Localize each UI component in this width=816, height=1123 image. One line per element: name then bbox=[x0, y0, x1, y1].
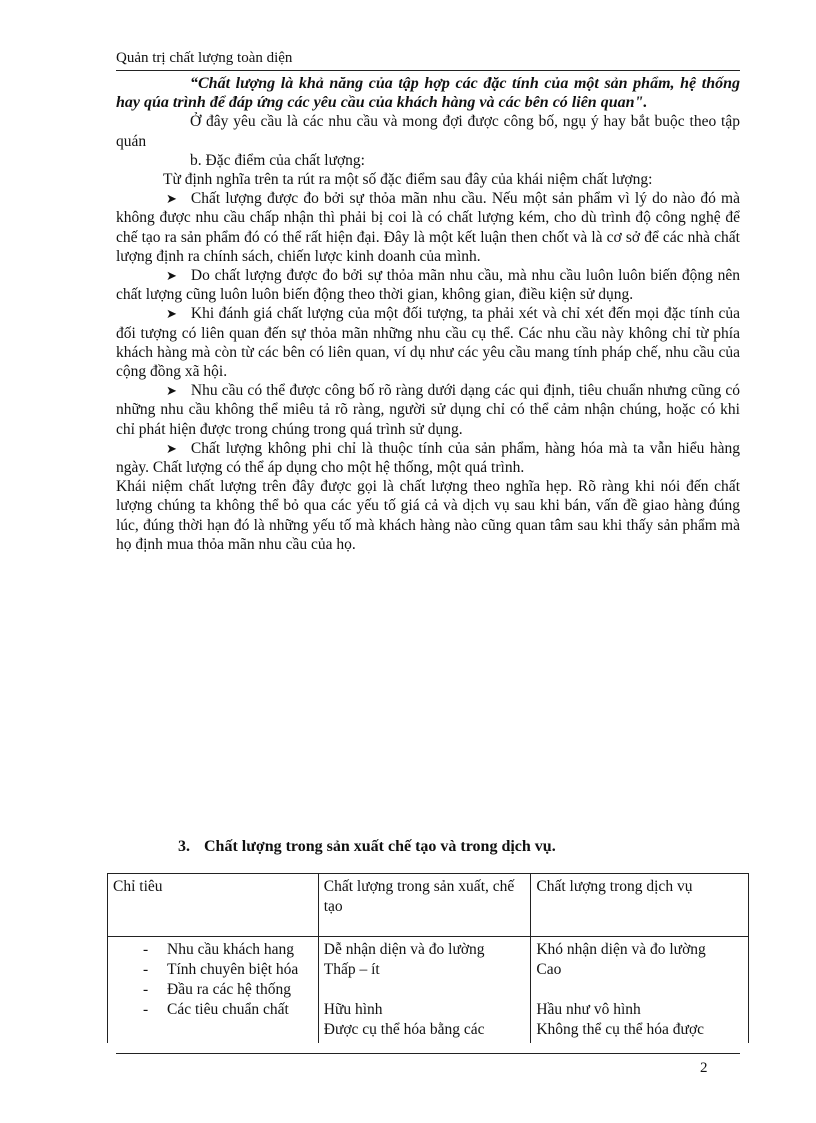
list-item: ➤ Nhu cầu có thể được công bố rõ ràng dưới dạng các qui định, tiêu chuẩn nhưng cũng có những nhu cầu không thể miêu tả rõ ràng, người sử dụng chỉ có thể cảm nhận chúng, hoặc có khi chỉ phát hiện được trong chúng trong quá trình sử dụng. bbox=[116, 382, 740, 438]
list-item: ➤ Chất lượng được đo bởi sự thỏa mãn nhu cầu. Nếu một sản phẩm vì lý do nào đó mà không được nhu cầu chấp nhận thì phải bị coi là có chất lượng kém, cho dù trình độ công nghệ để chế tạo ra sản phẩm đó có thể rất hiện đại. Đây là một kết luận then chốt và là cơ sở để các nhà chất lượng định ra chính sách, chiến lược kinh doanh của mình. bbox=[116, 190, 740, 265]
header-manufacturing: Chất lượng trong sản xuất, chế tạo bbox=[318, 874, 531, 937]
table-row bbox=[108, 937, 749, 1044]
table-header-row bbox=[108, 874, 749, 937]
arrow-bullet-icon: ➤ bbox=[166, 191, 177, 207]
list-item: Hầu như vô hình bbox=[536, 1001, 641, 1018]
arrow-bullet-icon: ➤ bbox=[166, 268, 177, 284]
characteristics-intro: Từ định nghĩa trên ta rút ra một số đặc điểm sau đây của khái niệm chất lượng: bbox=[163, 171, 653, 189]
page-header bbox=[116, 50, 740, 71]
criteria-cell bbox=[108, 937, 319, 1044]
list-item: Hữu hình bbox=[323, 1001, 383, 1018]
arrow-bullet-icon: ➤ bbox=[166, 306, 177, 322]
arrow-bullet-icon: ➤ bbox=[166, 383, 177, 399]
subheading-characteristics: b. Đặc điểm của chất lượng: bbox=[190, 151, 365, 169]
section-number: 3. bbox=[178, 838, 190, 855]
section-title-text: Chất lượng trong sản xuất chế tạo và trong dịch vụ. bbox=[204, 838, 556, 855]
list-item: Cao bbox=[536, 961, 562, 978]
list-item: ➤ Do chất lượng được đo bởi sự thỏa mãn nhu cầu, mà nhu cầu luôn luôn biến động nên chất lượng cũng luôn luôn biến động theo thời gian, không gian, điều kiện sử dụng. bbox=[116, 267, 740, 304]
list-item: ➤ Chất lượng không phi chỉ là thuộc tính của sản phẩm, hàng hóa mà ta vẫn hiểu hàng ngày. Chất lượng có thể áp dụng cho một hệ thống, một quá trình. bbox=[116, 439, 740, 477]
comparison-table bbox=[107, 873, 749, 1043]
footer-divider bbox=[116, 1053, 740, 1054]
list-item: - Đầu ra các hệ thống bbox=[113, 980, 313, 1000]
arrow-bullet-icon: ➤ bbox=[166, 440, 177, 456]
body-text bbox=[116, 74, 740, 554]
list-item: Dễ nhận diện và đo lường bbox=[323, 941, 485, 958]
service-cell bbox=[531, 937, 749, 1044]
list-item: - Các tiêu chuẩn chất bbox=[113, 1000, 313, 1020]
list-item: Không thể cụ thể hóa được bbox=[536, 1021, 705, 1038]
manufacturing-cell bbox=[318, 937, 531, 1044]
header-criteria: Chỉ tiêu bbox=[108, 874, 319, 937]
quality-definition-quote: “Chất lượng là khả năng của tập hợp các đặc tính của một sản phẩm, hệ thống hay qúa trình để đáp ứng các yêu cầu của khách hàng và các bên có liên quan". bbox=[116, 75, 740, 112]
list-item: - Tính chuyên biệt hóa bbox=[113, 960, 313, 980]
list-item: Được cụ thể hóa bằng các bbox=[323, 1021, 485, 1038]
list-item: - Nhu cầu khách hang bbox=[113, 940, 313, 960]
requirement-explanation: Ở đây yêu cầu là các nhu cầu và mong đợi được công bố, ngụ ý hay bắt buộc theo tập quán bbox=[116, 113, 740, 150]
list-item: ➤ Khi đánh giá chất lượng của một đối tượng, ta phải xét và chỉ xét đến mọi đặc tính của đối tượng có liên quan đến sự thỏa mãn những nhu cầu cụ thể. Các nhu cầu này không chỉ từ phía khách hàng mà còn từ các bên có liên quan, ví dụ như các yêu cầu mang tính pháp chế, nhu cầu của cộng đồng xã hội. bbox=[116, 305, 740, 381]
conclusion-paragraph: Khái niệm chất lượng trên đây được gọi là chất lượng theo nghĩa hẹp. Rõ ràng khi nói đến chất lượng chúng ta không thể bỏ qua các yếu tố giá cả và dịch vụ sau khi bán, vấn đề giao hàng đúng lúc, đúng thời hạn đó là những yếu tố mà khách hàng nào cũng quan tâm sau khi thấy sản phẩm mà họ định mua thỏa mãn nhu cầu của họ. bbox=[116, 478, 740, 553]
page-number: 2 bbox=[700, 1060, 708, 1076]
header-title: Quản trị chất lượng toàn diện bbox=[116, 50, 293, 66]
list-item: Khó nhận diện và đo lường bbox=[536, 941, 706, 958]
comparison-table-wrapper bbox=[107, 873, 767, 1043]
section-heading bbox=[178, 838, 556, 856]
header-service: Chất lượng trong dịch vụ bbox=[531, 874, 749, 937]
list-item: Thấp – ít bbox=[323, 961, 380, 978]
